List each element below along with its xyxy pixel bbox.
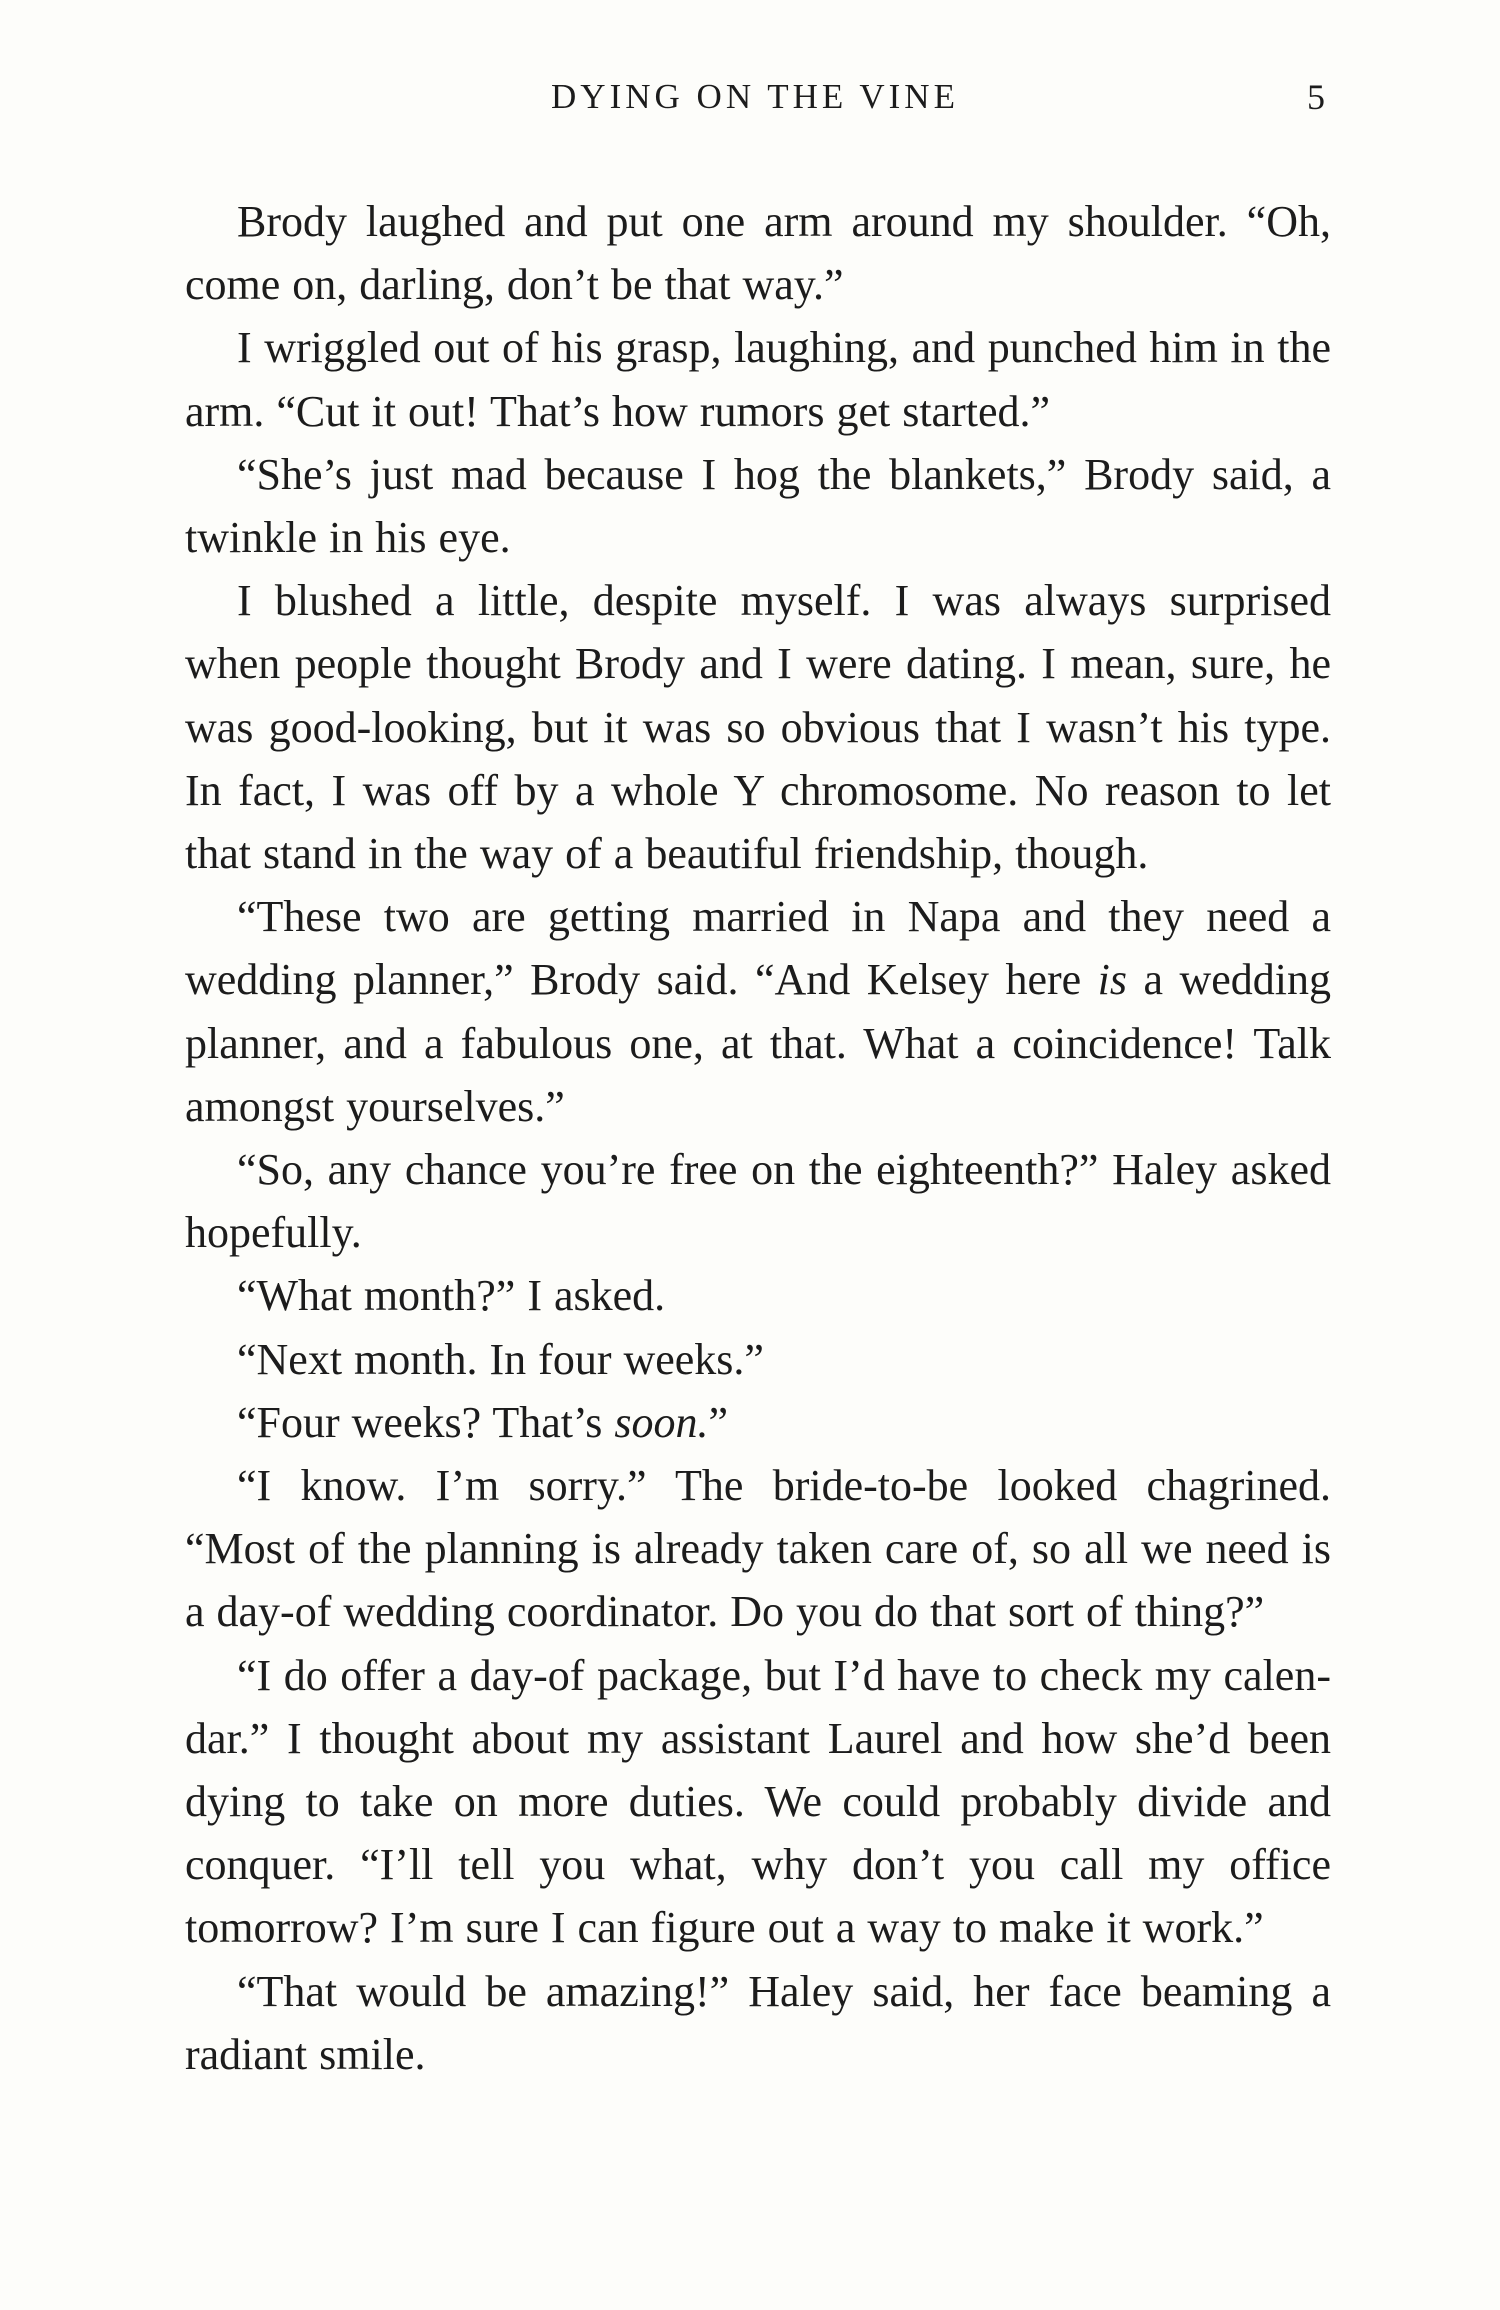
- running-head: [185, 72, 1325, 122]
- paragraph: [185, 1328, 1331, 1391]
- italic-emphasis: soon.: [614, 1397, 709, 1447]
- paragraph-text: “I know. I’m sorry.” The bride-to-be looked chagrined. “Most of the planning is already taken care of, so all we need is a day-of wedding coordinator. Do you do that sort of thing?”: [185, 1461, 1331, 1637]
- paragraph-text: “What month?” I asked.: [237, 1271, 666, 1321]
- paragraph-text: “So, any chance you’re free on the eighteenth?” Haley asked hopefully.: [185, 1145, 1331, 1258]
- paragraph-text: “These two are getting married in Napa and they need a wedding planner,” Brody said. “And Kelsey here: [185, 892, 1331, 1005]
- paragraph: [185, 190, 1331, 316]
- paragraph-text: “Next month. In four weeks.”: [237, 1334, 764, 1384]
- paragraph: [185, 1960, 1331, 2086]
- paragraph: [185, 885, 1331, 1138]
- paragraph-text: I blushed a little, despite myself. I was always surprised when people thought Brody and I were dating. I mean, sure, he was good-looking, but it was so obvious that I wasn’t his type. In fact, I was off by a whole Y chromosome. No reason to let that stand in the way of a beautiful friendship, though.: [185, 576, 1331, 879]
- paragraph: [185, 1391, 1331, 1454]
- paragraph-text: “She’s just mad because I hog the blankets,” Brody said, a twinkle in his eye.: [185, 449, 1331, 563]
- paragraph-text: ”: [708, 1397, 728, 1447]
- paragraph-text: “I do offer a day-of package, but I’d have to check my calendar.” I thought about my assistant Laurel and how she’d been dying to take on more duties. We could probably divide and conquer. “I’ll tell you what, why don’t you call my office tomorrow? I’m sure I can figure out a way to make it work.”: [185, 1650, 1331, 1953]
- paragraph: [185, 1644, 1331, 1960]
- body-text: [185, 190, 1331, 2086]
- page-number: 5: [1307, 77, 1325, 117]
- paragraph-text: Brody laughed and put one arm around my shoulder. “Oh, come on, darling, don’t be that way.”: [185, 197, 1331, 310]
- paragraph: [185, 1454, 1331, 1644]
- paragraph-text: “Four weeks? That’s: [237, 1397, 615, 1447]
- paragraph-text: a wedding planner, and a fabulous one, at that. What a coincidence! Talk amongst yourselves.”: [185, 955, 1331, 1131]
- running-title: DYING ON THE VINE: [551, 77, 959, 116]
- paragraph: [185, 1264, 1331, 1327]
- paragraph: [185, 569, 1331, 885]
- paragraph: [185, 316, 1331, 442]
- paragraph: [185, 443, 1331, 569]
- paragraph: [185, 1138, 1331, 1264]
- paragraph-text: “That would be amazing!” Haley said, her face beaming a radiant smile.: [185, 1966, 1331, 2079]
- paragraph-text: I wriggled out of his grasp, laughing, and punched him in the arm. “Cut it out! That’s how rumors get started.”: [185, 323, 1331, 436]
- italic-emphasis: is: [1097, 955, 1127, 1005]
